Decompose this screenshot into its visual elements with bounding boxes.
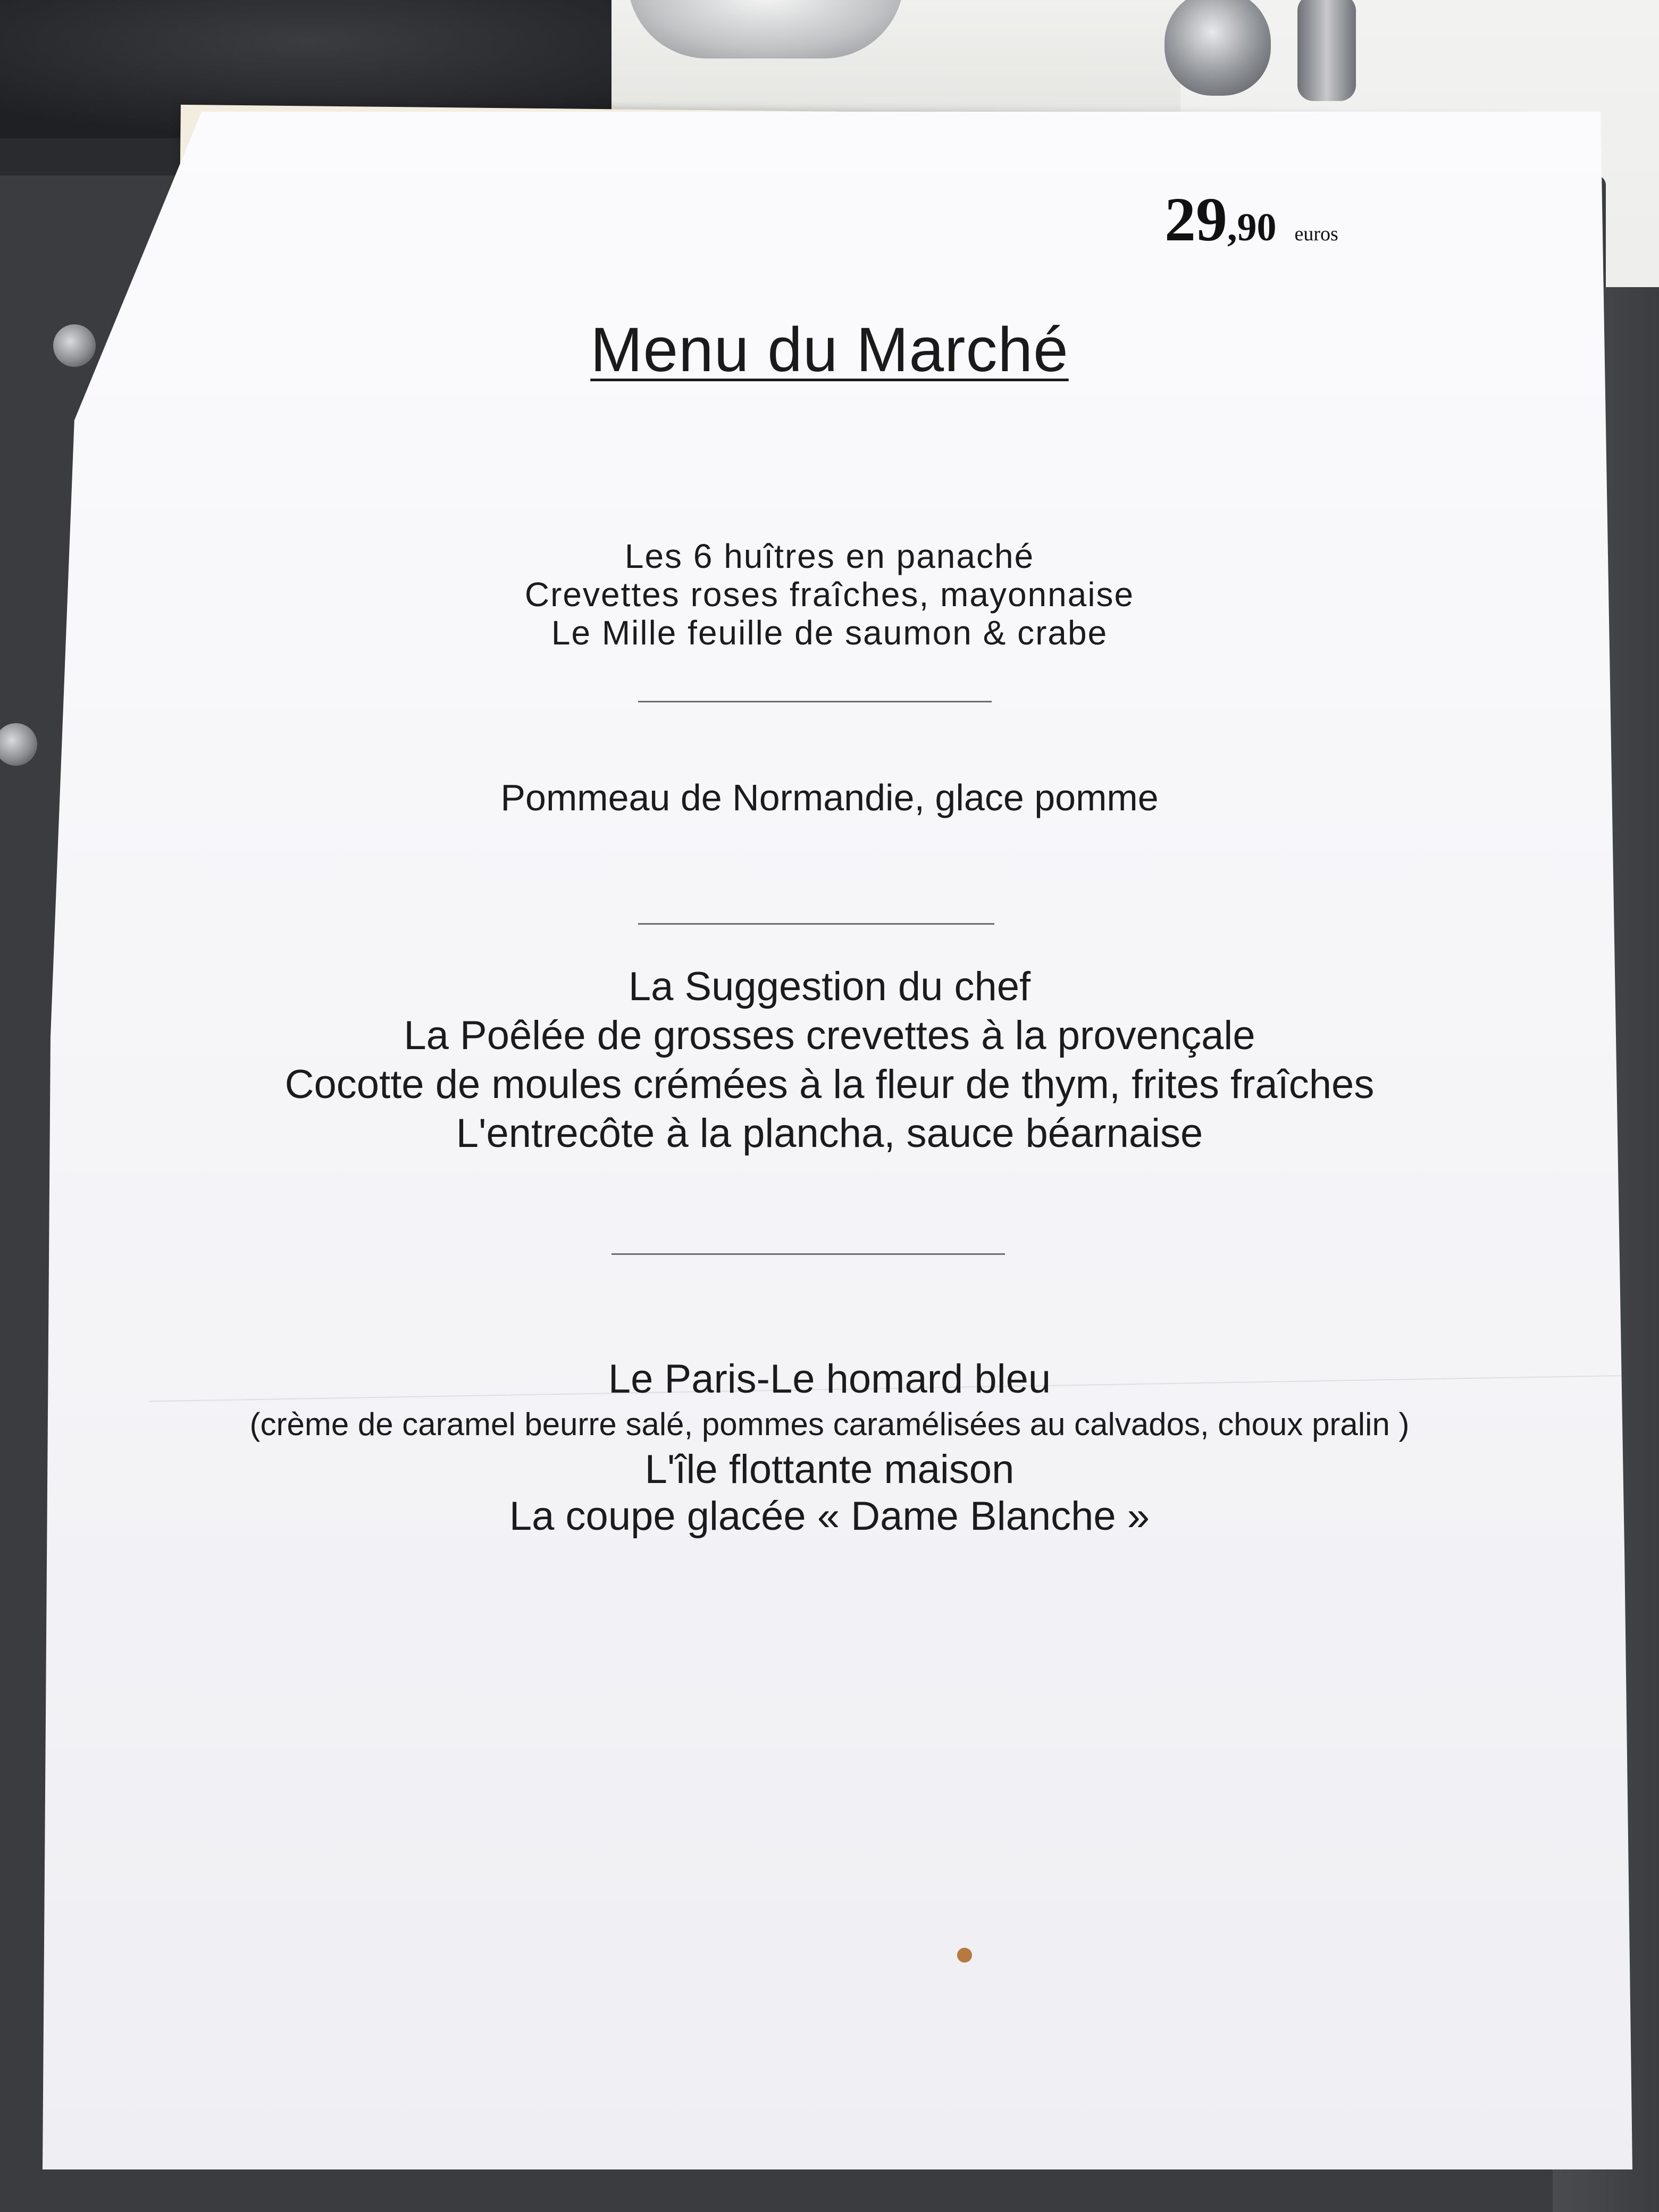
section-divider [638, 701, 992, 702]
menu-item: Crevettes roses fraîches, mayonnaise [524, 575, 1135, 614]
menu-item: La Poêlée de grosses crevettes à la provençale [404, 1013, 1255, 1058]
menu-item: L'île flottante maison [644, 1447, 1015, 1492]
interlude-section [0, 776, 1659, 819]
menu-item: L'entrecôte à la plancha, sauce béarnaise [456, 1111, 1203, 1156]
price-unit: euros [1294, 223, 1338, 245]
menu-title: Menu du Marché [590, 315, 1069, 385]
crumb-speck [957, 1948, 972, 1963]
desserts-section [0, 1356, 1659, 1540]
menu-item: Le Mille feuille de saumon & crabe [551, 614, 1108, 652]
menu-item-description: (crème de caramel beurre salé, pommes caramélisées au calvados, choux pralin ) [249, 1406, 1410, 1442]
spoon [1164, 0, 1271, 96]
section-divider [611, 1253, 1005, 1255]
price-whole: 29 [1164, 185, 1227, 254]
starters-section [0, 537, 1659, 652]
menu-item: Les 6 huîtres en panaché [624, 537, 1035, 575]
knife [1297, 0, 1356, 101]
menu-item: La coupe glacée « Dame Blanche » [509, 1494, 1150, 1539]
menu-item: Le Paris-Le homard bleu [608, 1356, 1051, 1402]
section-divider [638, 923, 994, 925]
price-decimal: ,90 [1227, 206, 1277, 249]
menu-price [1164, 183, 1338, 256]
menu-item: Pommeau de Normandie, glace pomme [500, 777, 1159, 818]
menu-item: Cocotte de moules crémées à la fleur de thym, frites fraîches [284, 1062, 1375, 1107]
menu-item: La Suggestion du chef [628, 964, 1031, 1009]
mains-section [0, 962, 1659, 1158]
